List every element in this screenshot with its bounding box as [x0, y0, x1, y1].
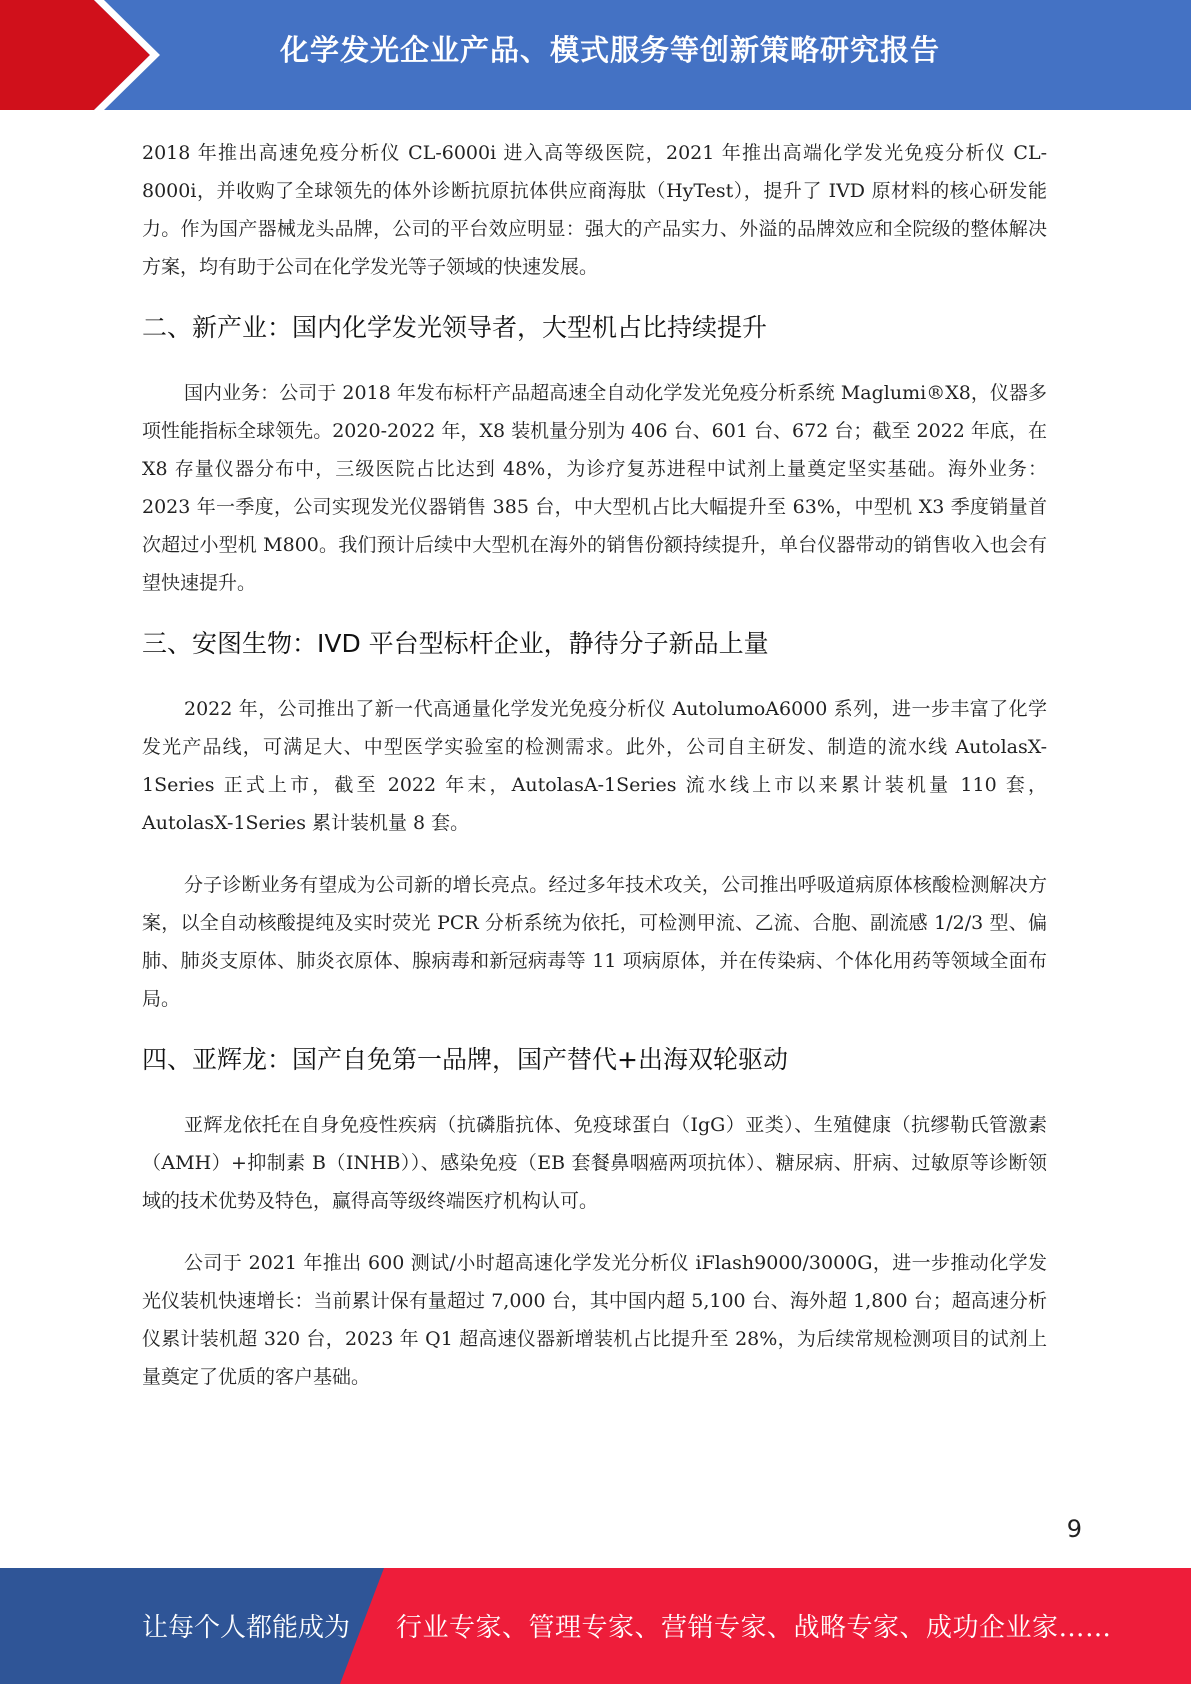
report-title: 化学发光企业产品、模式服务等创新策略研究报告	[279, 33, 940, 67]
section-heading-yhlo: 四、亚辉龙：国产自免第一品牌，国产替代+出海双轮驱动	[142, 1045, 788, 1074]
paragraph-mindray-products: 2018 年推出高速免疫分析仪 CL-6000i 进入高等级医院，2021 年推出高端化学发光免疫分析仪 CL-8000i，并收购了全球领先的体外诊断抗原抗体供应商海肽（HyTest），提升了 IVD 原材料的核心研发能力。作为国产器械龙头品牌，公司的平台效应明显：强大的产品实力、外溢的品牌效应和全院级的整体解决方案，均有助于公司在化学发光等子领域的快速发展。	[142, 142, 1047, 278]
paragraph-snibe-business: 国内业务：公司于 2018 年发布标杆产品超高速全自动化学发光免疫分析系统 Maglumi®X8，仪器多项性能指标全球领先。2020-2022 年，X8 装机量分别为 406 台、601 台、672 台；截至 2022 年底，在 X8 存量仪器分布中，三级医院占比达到 48%，为诊疗复苏进程中试剂上量奠定坚实基础。海外业务：2023 年一季度，公司实现发光仪器销售 385 台，中大型机占比大幅提升至 63%，中型机 X3 季度销量首次超过小型机 M800。我们预计后续中大型机在海外的销售份额持续提升，单台仪器带动的销售收入也会有望快速提升。	[142, 382, 1047, 594]
footer-slogan-right: 行业专家、管理专家、营销专家、战略专家、成功企业家……	[396, 1613, 1112, 1643]
paragraph-yhlo-iflash: 公司于 2021 年推出 600 测试/小时超高速化学发光分析仪 iFlash9000/3000G，进一步推动化学发光仪装机快速增长：当前累计保有量超过 7,000 台，其中国内超 5,100 台、海外超 1,800 台；超高速分析仪累计装机超 320 台，2023 年 Q1 超高速仪器新增装机占比提升至 28%，为后续常规检测项目的试剂上量奠定了优质的客户基础。	[142, 1252, 1047, 1388]
section-heading-snibe: 二、新产业：国内化学发光领导者，大型机占比持续提升	[142, 313, 768, 342]
paragraph-yhlo-advantages: 亚辉龙依托在自身免疫性疾病（抗磷脂抗体、免疫球蛋白（IgG）亚类）、生殖健康（抗缪勒氏管激素（AMH）+抑制素 B（INHB））、感染免疫（EB 套餐鼻咽癌两项抗体）、糖尿病、肝病、过敏原等诊断领域的技术优势及特色，赢得高等级终端医疗机构认可。	[142, 1114, 1047, 1212]
paragraph-autobio-molecular: 分子诊断业务有望成为公司新的增长亮点。经过多年技术攻关，公司推出呼吸道病原体核酸检测解决方案，以全自动核酸提纯及实时荧光 PCR 分析系统为依托，可检测甲流、乙流、合胞、副流感 1/2/3 型、偏肺、肺炎支原体、肺炎衣原体、腺病毒和新冠病毒等 11 项病原体，并在传染病、个体化用药等领域全面布局。	[142, 874, 1047, 1010]
section-heading-autobio: 三、安图生物：IVD 平台型标杆企业，静待分子新品上量	[142, 629, 769, 658]
footer-slogan-left: 让每个人都能成为	[142, 1613, 351, 1643]
page-number: 9	[1066, 1515, 1082, 1543]
page-content	[142, 134, 1047, 1396]
paragraph-autobio-products: 2022 年，公司推出了新一代高通量化学发光免疫分析仪 AutolumoA6000 系列，进一步丰富了化学发光产品线，可满足大、中型医学实验室的检测需求。此外，公司自主研发、制造的流水线 AutolasX-1Series 正式上市，截至 2022 年末，AutolasA-1Series 流水线上市以来累计装机量 110 套，AutolasX-1Series 累计装机量 8 套。	[142, 698, 1047, 834]
